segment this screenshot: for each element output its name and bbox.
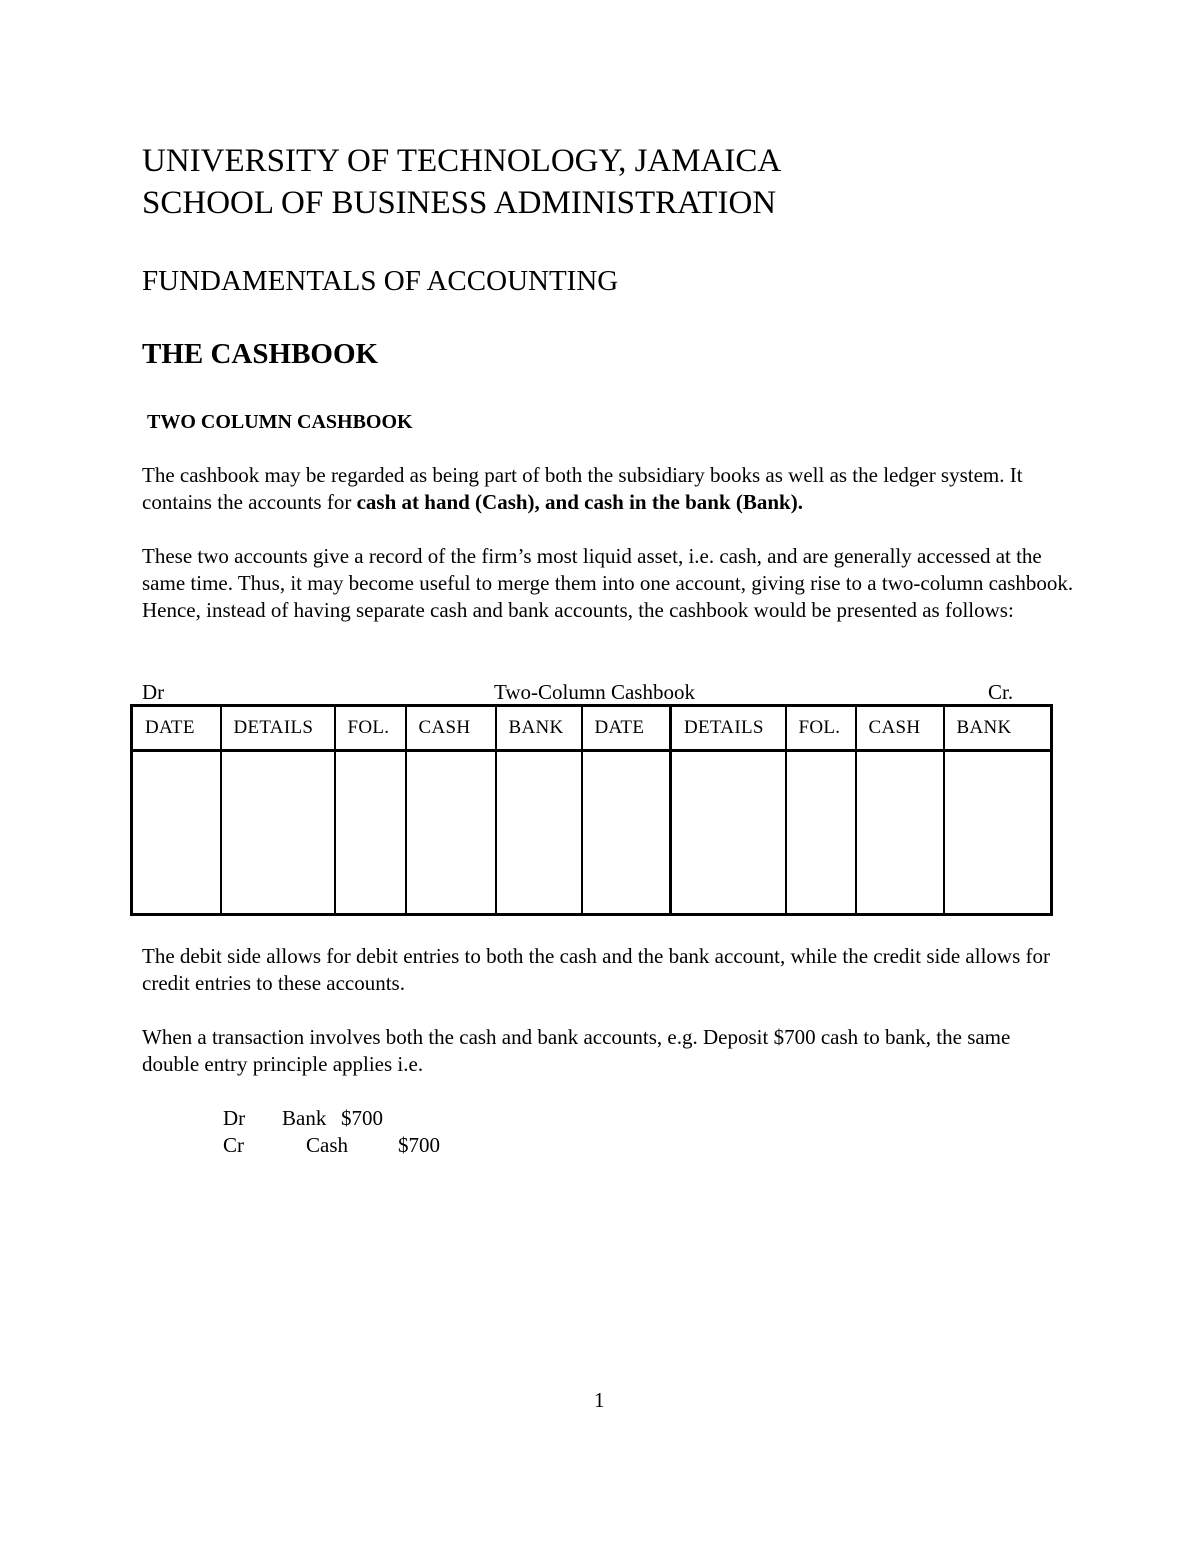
journal-amount: $700	[341, 1106, 383, 1130]
column-header: DATE	[132, 706, 221, 751]
column-header: FOL.	[335, 706, 406, 751]
table-cell	[671, 751, 786, 915]
journal-account: Cash	[306, 1133, 348, 1157]
table-cell	[582, 751, 671, 915]
intro-paragraph-text: The cashbook may be regarded as being part of both the subsidiary books as well as the ledger system. It contains the accounts for	[142, 463, 1023, 514]
table-cell	[132, 751, 221, 915]
dr-label: Dr	[142, 680, 165, 704]
chapter-title: THE CASHBOOK	[142, 338, 379, 370]
journal-amount: $700	[398, 1133, 440, 1157]
column-header: FOL.	[786, 706, 856, 751]
cr-label: Cr.	[988, 680, 1014, 704]
cashbook-caption: Two-Column Cashbook	[494, 680, 695, 704]
table-cell	[496, 751, 582, 915]
table-cell	[406, 751, 496, 915]
column-header: DETAILS	[221, 706, 335, 751]
column-header: DETAILS	[671, 706, 786, 751]
column-header: CASH	[856, 706, 944, 751]
journal-side: Cr	[223, 1133, 244, 1157]
transaction-paragraph: When a transaction involves both the cash and bank accounts, e.g. Deposit $700 cash to bank, the same double entry principle applies i.e.	[142, 1025, 1011, 1076]
page-number: 1	[594, 1388, 605, 1412]
course-title: FUNDAMENTALS OF ACCOUNTING	[142, 265, 619, 297]
table-cell	[335, 751, 406, 915]
column-header: CASH	[406, 706, 496, 751]
section-title: TWO COLUMN CASHBOOK	[147, 411, 413, 433]
table-cell	[944, 751, 1052, 915]
column-header: DATE	[582, 706, 671, 751]
journal-account: Bank	[282, 1106, 327, 1130]
table-header-row	[132, 706, 1052, 751]
school-title: SCHOOL OF BUSINESS ADMINISTRATION	[142, 185, 777, 221]
cashbook-table	[130, 704, 1053, 916]
table-cell	[786, 751, 856, 915]
university-title: UNIVERSITY OF TECHNOLOGY, JAMAICA	[142, 143, 782, 179]
journal-side: Dr	[223, 1106, 246, 1130]
column-header: BANK	[944, 706, 1052, 751]
table-cell	[856, 751, 944, 915]
table-row	[132, 751, 1052, 915]
column-header: BANK	[496, 706, 582, 751]
intro-paragraph-bold: cash at hand (Cash), and cash in the bank (Bank).	[356, 490, 803, 514]
debit-credit-paragraph: The debit side allows for debit entries to both the cash and the bank account, while the credit side allows for credit entries to these accounts.	[142, 944, 1050, 995]
intro-paragraph	[142, 462, 1077, 516]
table-cell	[221, 751, 335, 915]
explanation-paragraph: These two accounts give a record of the firm’s most liquid asset, i.e. cash, and are generally accessed at the same time. Thus, it may become useful to merge them into one account, giving rise to a two-column cashbook. Hence, instead of having separate cash and bank accounts, the cashbook would be presented as follows:	[142, 544, 1074, 622]
